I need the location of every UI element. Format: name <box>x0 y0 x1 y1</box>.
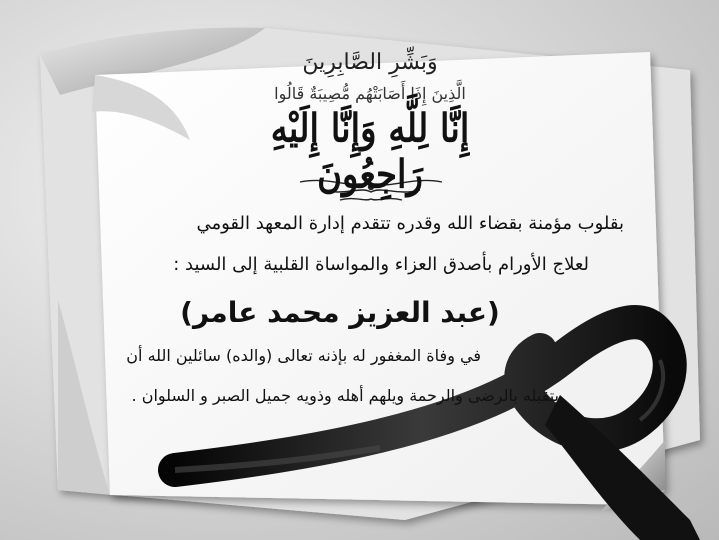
recipient-name: (عبد العزيز محمد عامر) <box>180 296 500 329</box>
condolence-line-2: لعلاج الأورام بأصدق العزاء والمواساة القلبية إلى السيد : <box>173 254 589 275</box>
condolence-line-3: في وفاة المغفور له بإذنه تعالى (والده) سائلين الله أن <box>126 346 481 365</box>
verse-line-2: الَّذِينَ إِذَا أَصَابَتْهُم مُّصِيبَةٌ قَالُوا <box>274 84 466 103</box>
condolence-line-1: بقلوب مؤمنة بقضاء الله وقدره تتقدم إدارة المعهد القومي <box>196 213 624 234</box>
condolence-line-4: يتقبله بالرضى والرحمة ويلهم أهله وذويه جميل الصبر و السلوان . <box>131 386 559 405</box>
verse-line-1: وَبَشِّرِ الصَّابِرِينَ <box>302 50 438 75</box>
verse-calligraphy: إِنَّا لِلَّهِ وَإِنَّا إِلَيْهِ رَاجِعُونَ <box>270 106 470 198</box>
